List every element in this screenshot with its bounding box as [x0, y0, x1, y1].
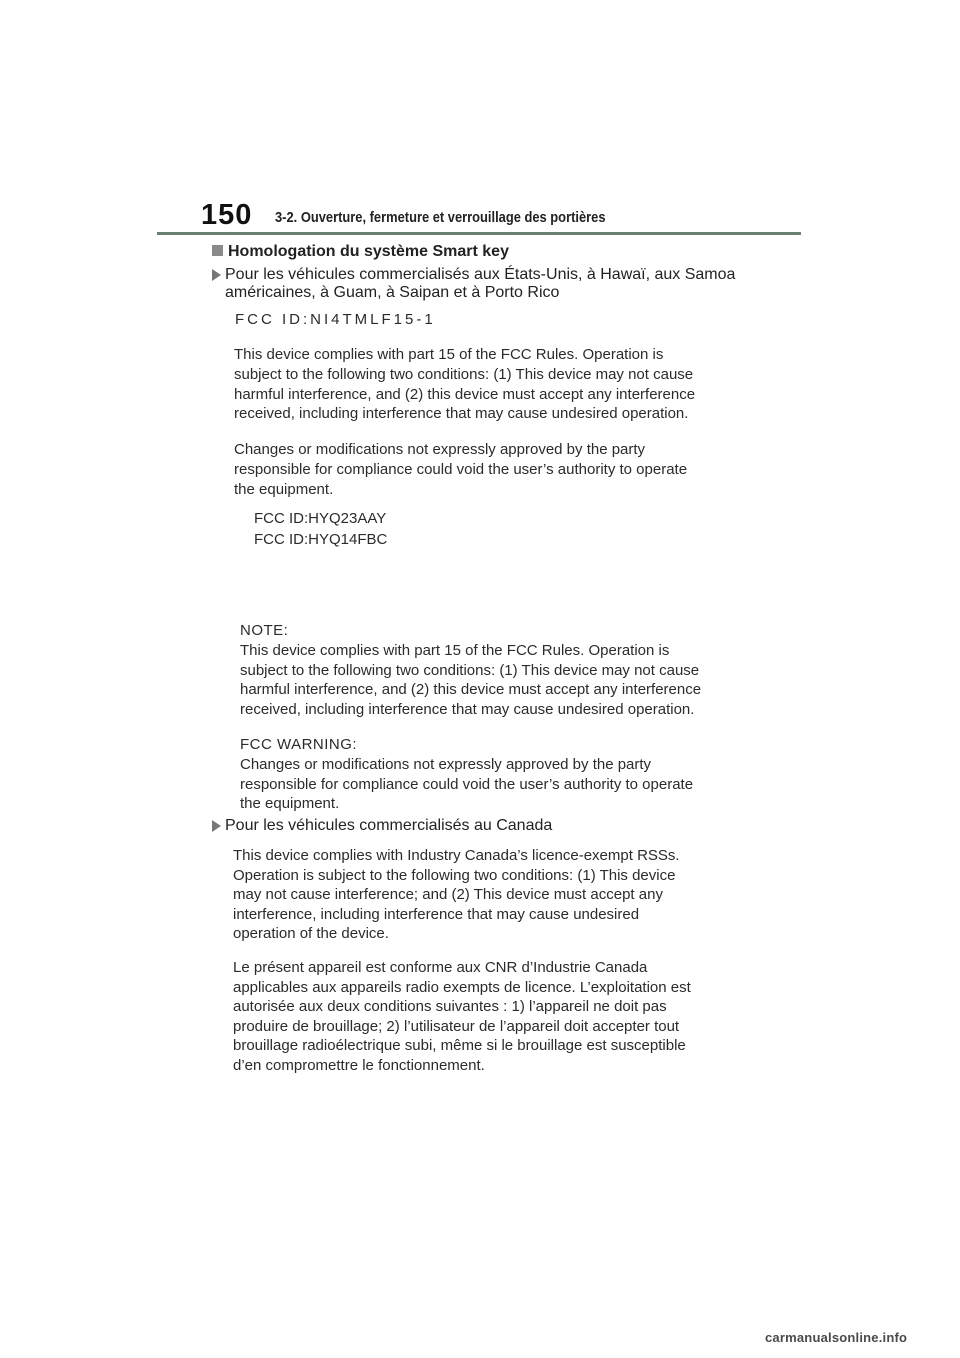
heading-text: Homologation du système Smart key — [228, 243, 509, 260]
text-line: This device complies with part 15 of the FCC Rules. Operation is — [234, 346, 664, 363]
text-line: applicables aux appareils radio exempts de licence. L’exploitation est — [233, 978, 691, 996]
section-title: 3-2. Ouverture, fermeture et verrouillage des portières — [275, 209, 606, 226]
text-line: responsible for compliance could void the user’s authority to operate — [240, 775, 694, 793]
text-line: received, including interference that may cause undesired operation. — [240, 701, 695, 719]
text-line: the equipment. — [240, 795, 340, 813]
triangle-bullet-icon — [212, 820, 221, 832]
text-line: subject to the following two conditions: (1) This device may not cause — [240, 661, 700, 679]
text-line: interference, including interference that may cause undesired — [233, 905, 640, 923]
text-line: Changes or modifications not expressly approved by the party — [240, 756, 652, 773]
text-line: harmful interference, and (2) this device must accept any interference — [240, 681, 702, 699]
bullet-us-text — [225, 266, 772, 302]
warning-paragraph — [240, 755, 693, 814]
bullet-us — [212, 266, 772, 302]
text-line: brouillage radioélectrique subi, même si le brouillage est susceptible — [233, 1037, 686, 1055]
fcc-id-1: FCC ID:HYQ23AAY — [254, 510, 387, 527]
text-line: Changes or modifications not expressly approved by the party — [234, 441, 646, 458]
warning-label: FCC WARNING: — [240, 736, 358, 753]
canada-para-en — [233, 846, 680, 944]
us-para-changes — [234, 440, 687, 499]
text-line: autorisée aux deux conditions suivantes : 1) l’appareil ne doit pas — [233, 998, 667, 1016]
text-line: harmful interference, and (2) this device must accept any interference — [234, 385, 696, 403]
bullet-us-line: Pour les véhicules commercialisés aux États-Unis, à Hawaï, aux Samoa — [225, 266, 736, 283]
us-para-compliance — [234, 345, 695, 424]
text-line: subject to the following two conditions: (1) This device may not cause — [234, 365, 694, 383]
note-label: NOTE: — [240, 622, 289, 639]
text-line: responsible for compliance could void the user’s authority to operate — [234, 460, 688, 478]
fcc-id-2: FCC ID:HYQ14FBC — [254, 531, 388, 548]
text-line: d’en compromettre le fonctionnement. — [233, 1056, 485, 1074]
triangle-bullet-icon — [212, 269, 221, 281]
text-line: operation of the device. — [233, 925, 389, 943]
text-line: Operation is subject to the following two conditions: (1) This device — [233, 866, 676, 884]
watermark-link[interactable]: carmanualsonline.info — [765, 1330, 908, 1345]
text-line: This device complies with part 15 of the FCC Rules. Operation is — [240, 642, 670, 659]
page-number: 150 — [201, 199, 253, 231]
bullet-canada-line: Pour les véhicules commercialisés au Canada — [225, 817, 553, 834]
text-line: may not cause interference; and (2) This device must accept any — [233, 886, 663, 904]
fcc-id-main: FCC ID:NI4TMLF15-1 — [235, 311, 436, 328]
note-paragraph — [240, 641, 701, 720]
bullet-canada-text — [225, 817, 772, 835]
text-line: received, including interference that may cause undesired operation. — [234, 405, 689, 423]
bullet-us-line: américaines, à Guam, à Saipan et à Porto Rico — [225, 284, 560, 301]
canada-para-fr — [233, 958, 691, 1076]
square-bullet-icon — [212, 245, 223, 256]
text-line: Le présent appareil est conforme aux CNR d’Industrie Canada — [233, 959, 648, 976]
text-line: the equipment. — [234, 480, 334, 498]
text-line: This device complies with Industry Canada’s licence-exempt RSSs. — [233, 847, 680, 864]
header-divider — [157, 232, 801, 235]
section-heading — [212, 243, 509, 261]
text-line: produire de brouillage; 2) l’utilisateur de l’appareil doit accepter tout — [233, 1017, 680, 1035]
bullet-canada — [212, 817, 772, 835]
